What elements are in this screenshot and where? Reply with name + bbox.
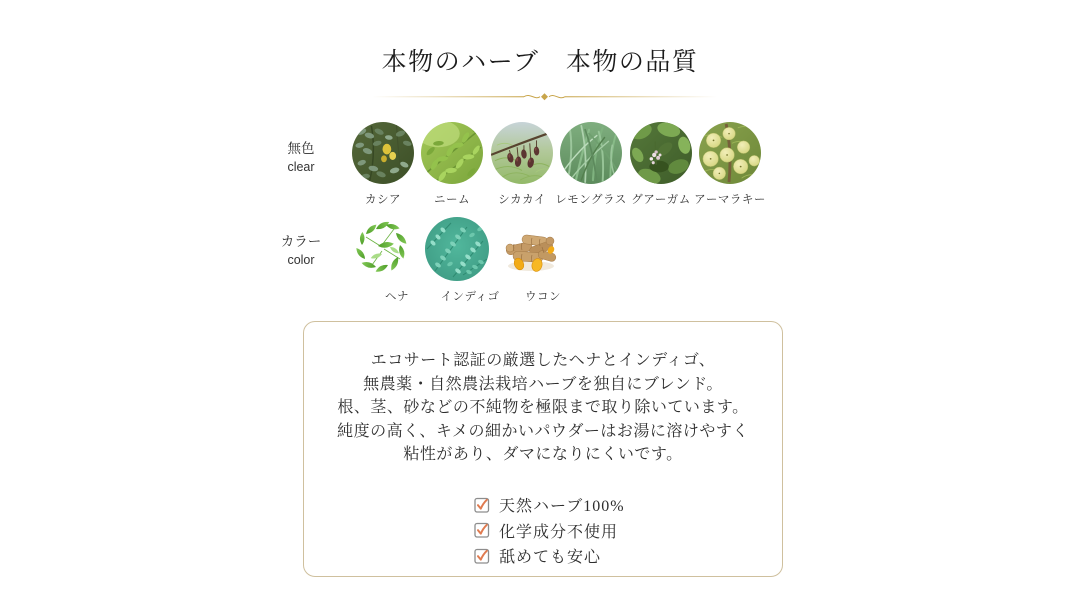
group-label-clear-ja: 無色 bbox=[287, 141, 315, 156]
group-label-clear-en: clear bbox=[287, 160, 315, 174]
herb-photo-neem bbox=[421, 122, 483, 184]
checklist-label: 天然ハーブ100% bbox=[499, 498, 625, 516]
herb-label-neem: ニーム bbox=[434, 194, 470, 206]
herb-photo-henna bbox=[352, 217, 416, 281]
herb-label-shikakai: シカカイ bbox=[498, 194, 546, 206]
herb-neem bbox=[421, 122, 483, 206]
group-label-clear bbox=[256, 137, 346, 174]
checkbox-checked-icon bbox=[474, 522, 490, 538]
paragraph-line-1: エコサート認証の厳選したヘナとインディゴ、 bbox=[370, 352, 716, 369]
paragraph-line-2: 無農薬・自然農法栽培ハーブを独自にブレンド。 bbox=[363, 375, 723, 393]
group-label-color bbox=[256, 230, 346, 267]
herb-photo-indigo bbox=[425, 217, 489, 281]
checkbox-checked-icon bbox=[474, 497, 490, 513]
herb-label-indigo: インディゴ bbox=[440, 291, 500, 303]
herb-ukon bbox=[498, 217, 562, 303]
herb-indigo bbox=[425, 217, 500, 303]
herb-label-ukon: ウコン bbox=[525, 291, 561, 303]
paragraph-line-5: 粘性があり、ダマになりにくいです。 bbox=[403, 446, 683, 463]
paragraph-line-4: 純度の高く、キメの細かいパウダーはお湯に溶けやすく bbox=[337, 422, 749, 440]
herb-photo-ukon bbox=[498, 217, 562, 281]
checklist-item-safe bbox=[474, 543, 625, 569]
herb-photo-cassia bbox=[352, 122, 414, 184]
herb-label-cassia: カシア bbox=[365, 194, 401, 206]
group-label-color-ja: カラー bbox=[280, 234, 322, 249]
herb-label-lemongrass: レモングラス bbox=[555, 194, 627, 206]
herb-label-guar-gum: グアーガム bbox=[631, 194, 691, 206]
herb-photo-amalaki bbox=[699, 122, 761, 184]
gold-divider-ornament bbox=[372, 90, 717, 104]
checklist-label: 化学成分不使用 bbox=[499, 523, 619, 541]
herb-label-amalaki: アーマラキー bbox=[694, 194, 766, 206]
herb-guar-gum bbox=[630, 122, 692, 206]
herb-amalaki bbox=[694, 122, 766, 206]
checkbox-checked-icon bbox=[474, 548, 490, 564]
checklist-item-no-chemicals bbox=[474, 518, 625, 544]
herb-shikakai bbox=[491, 122, 553, 206]
herb-photo-lemongrass bbox=[560, 122, 622, 184]
description-box bbox=[303, 321, 783, 577]
checklist-item-natural bbox=[474, 492, 625, 518]
herb-cassia bbox=[352, 122, 414, 206]
herb-lemongrass bbox=[555, 122, 627, 206]
group-label-color-en: color bbox=[287, 253, 315, 267]
paragraph-line-3: 根、茎、砂などの不純物を極限まで取り除いています。 bbox=[337, 399, 749, 416]
herb-henna bbox=[352, 217, 416, 303]
description-paragraph bbox=[304, 349, 782, 467]
herb-label-henna: ヘナ bbox=[385, 291, 409, 303]
herb-photo-guar-gum bbox=[630, 122, 692, 184]
feature-checklist bbox=[474, 492, 625, 569]
checklist-label: 舐めても安心 bbox=[499, 549, 602, 567]
page-title: 本物のハーブ 本物の品質 bbox=[381, 49, 699, 76]
herb-photo-shikakai bbox=[491, 122, 553, 184]
